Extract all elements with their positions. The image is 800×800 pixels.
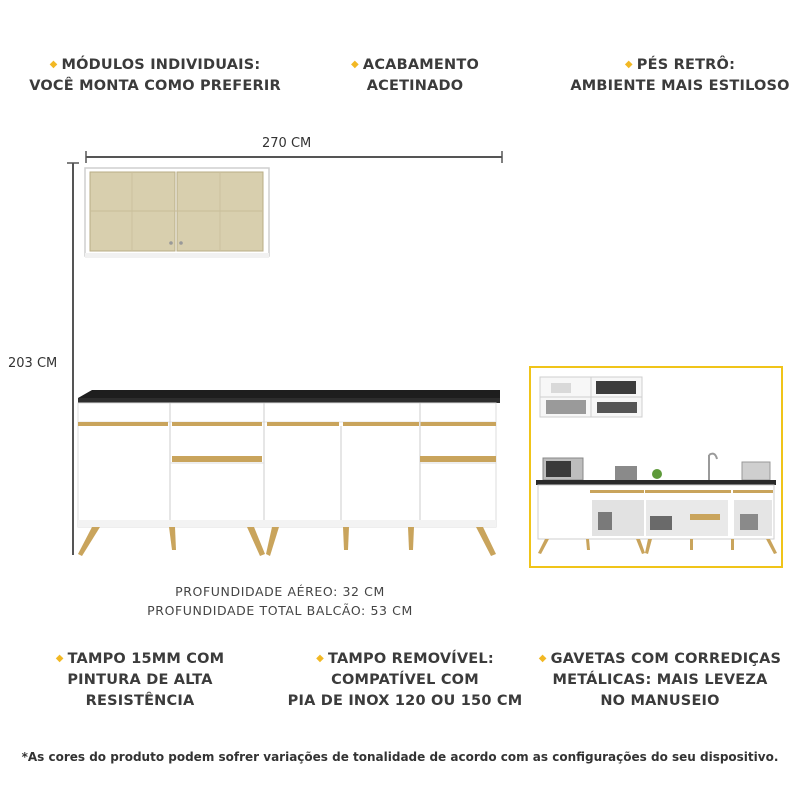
- feature-tampo-removivel: [285, 648, 525, 712]
- bullet-icon: ◆: [351, 59, 359, 70]
- feature-gavetas-line1: GAVETAS COM CORREDIÇAS: [550, 651, 782, 667]
- depth-aereo: PROFUNDIDADE AÉREO: 32 CM: [175, 584, 385, 599]
- wall-cabinet: [85, 168, 269, 258]
- feature-gavetas-line2: METÁLICAS: MAIS LEVEZA: [552, 672, 768, 688]
- base-cabinet: [78, 390, 500, 556]
- feature-gavetas-line3: NO MANUSEIO: [600, 693, 720, 709]
- bullet-icon: ◆: [316, 653, 325, 664]
- kitchen-photo-inset: [530, 367, 782, 567]
- feature-tampo-line2: PINTURA DE ALTA: [67, 672, 213, 688]
- countertop: [78, 390, 500, 398]
- feature-acabamento-line1: ACABAMENTO: [362, 57, 479, 73]
- feature-pes-retro-line1: PÉS RETRÔ:: [636, 57, 736, 73]
- feature-modulos-line1: MÓDULOS INDIVIDUAIS:: [61, 57, 261, 73]
- feature-tampo-line3: RESISTÊNCIA: [85, 693, 195, 709]
- feature-removivel-line1: TAMPO REMOVÍVEL:: [328, 651, 494, 667]
- color-disclaimer-footnote: *As cores do produto podem sofrer variações de tonalidade de acordo com as configurações do seu dispositivo.: [21, 750, 779, 764]
- depth-info: [0, 582, 560, 620]
- feature-tampo-line1: TAMPO 15MM COM: [67, 651, 225, 667]
- bullet-icon: ◆: [624, 59, 633, 70]
- bullet-icon: ◆: [538, 653, 547, 664]
- bullet-icon: ◆: [49, 59, 58, 70]
- feature-removivel-line2: COMPATÍVEL COM: [331, 672, 479, 688]
- bullet-icon: ◆: [55, 653, 64, 664]
- feature-acabamento-line2: ACETINADO: [366, 78, 464, 94]
- feature-removivel-line3: PIA DE INOX 120 OU 150 CM: [287, 693, 523, 709]
- feature-pes-retro-line2: AMBIENTE MAIS ESTILOSO: [570, 78, 790, 94]
- feature-modulos-line2: VOCÊ MONTA COMO PREFERIR: [29, 78, 281, 94]
- feature-gavetas: [530, 648, 790, 712]
- depth-balcao: PROFUNDIDADE TOTAL BALCÃO: 53 CM: [147, 603, 413, 618]
- feature-tampo-15mm: [30, 648, 250, 712]
- width-dimension-label: 270 CM: [262, 136, 312, 151]
- height-dimension-label: 203 CM: [8, 356, 58, 371]
